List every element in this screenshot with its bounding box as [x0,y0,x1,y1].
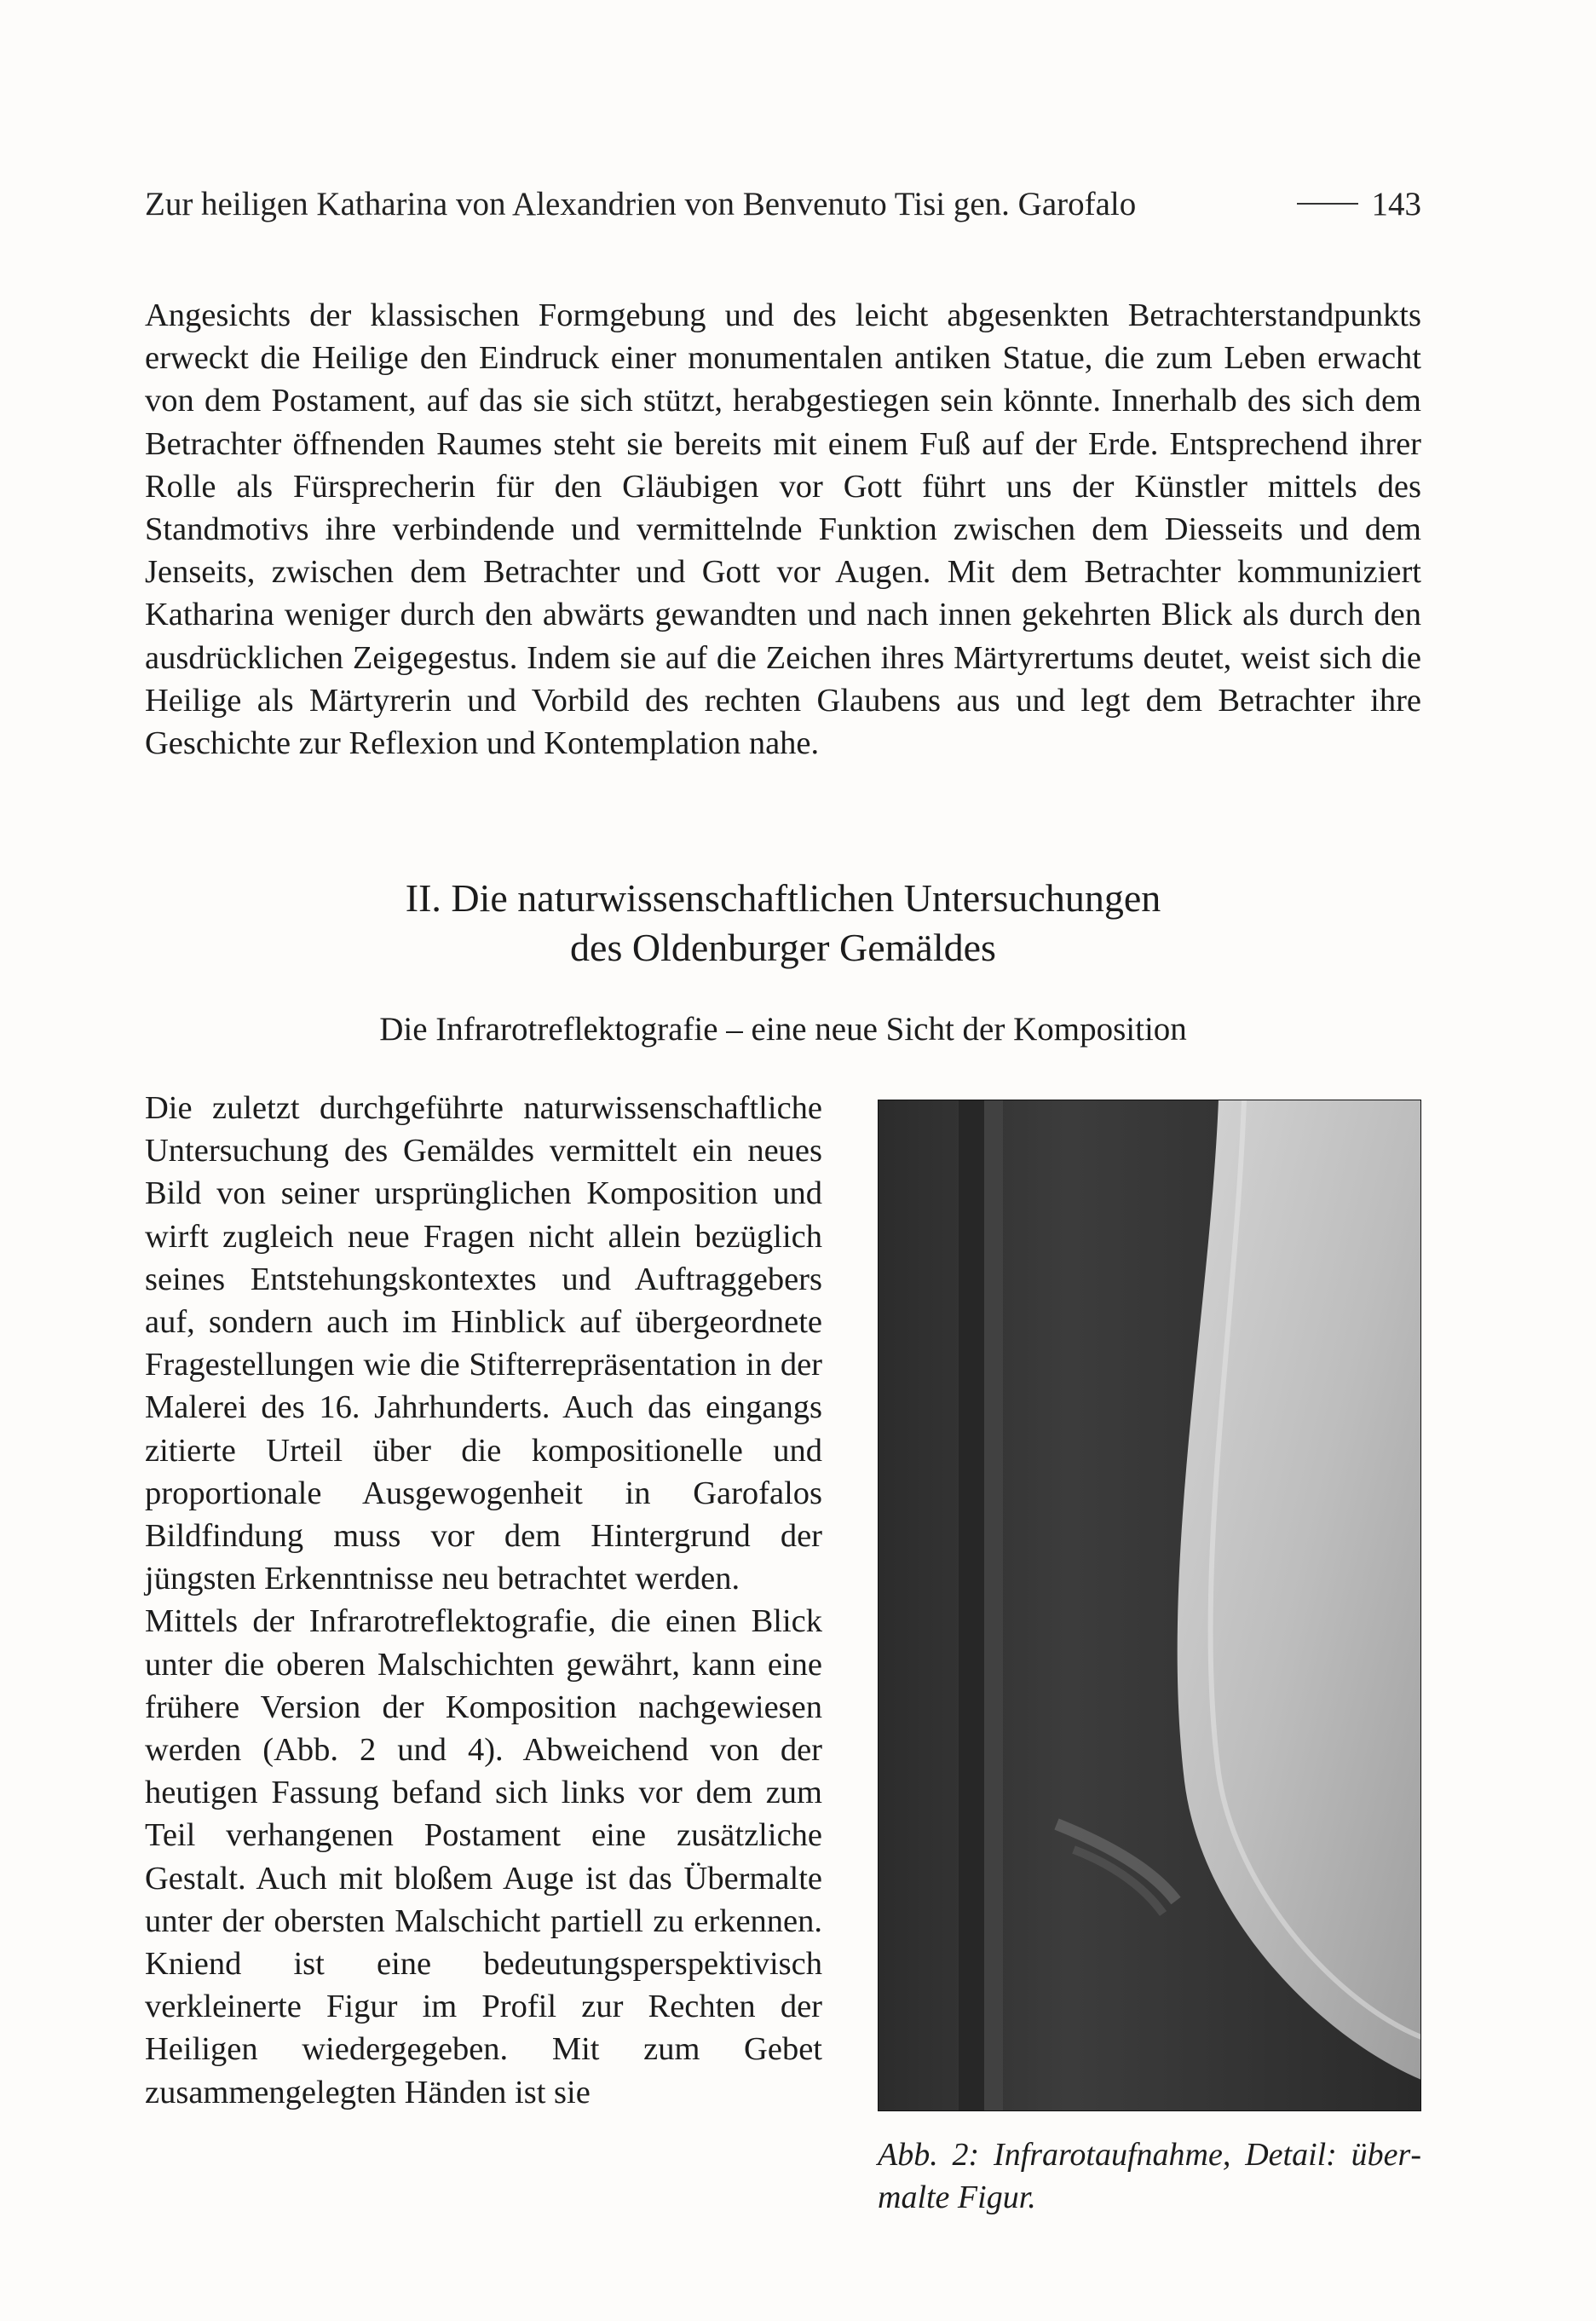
page-number: 143 [1371,186,1421,222]
page-number-block [1297,182,1422,227]
body-paragraph-2: Mittels der Infrarotreflektografie, die einen Blick unter die oberen Malschichten gewährt, kann eine frühere Version der Komposition nachgewiesen werden (Abb. 2 und 4). Abweichend von der heutigen Fassung befand sich links vor dem zum Teil verhangenen Postament eine zusätzliche Gestalt. Auch mit bloßem Auge ist das Übermalte unter der obersten Malschicht partiell zu erkennen. Kniend ist eine bedeutungsperspektivisch verkleinerte Figur im Profil zur Rechten der Heiligen wiedergegeben. Mit zum Gebet zusammengelegten Händen ist sie [145,1603,822,2110]
intro-paragraph: Angesichts der klassischen Formgebung und des leicht abgesenkten Betrachterstandpunkts erweckt die Heilige den Eindruck einer monumentalen antiken Statue, die zum Leben erwacht von dem Postament, auf das sie sich stützt, herabgestiegen sein könnte. Innerhalb des sich dem Betrachter öffnenden Raumes steht sie bereits mit einem Fuß auf der Erde. Entsprechend ihrer Rolle als Fürsprecherin für den Gläubigen vor Gott führt uns der Künstler mittels des Standmotivs ihre verbindende und vermittelnde Funktion zwischen dem Diesseits und dem Jenseits, zwischen dem Betrachter und Gott vor Augen. Mit dem Betrachter kommuniziert Katharina weniger durch den abwärts gewandten und nach innen gekehrten Blick als durch den ausdrücklichen Zeigegestus. Indem sie auf die Zeichen ihres Märtyrertums deutet, weist sich die Heilige als Märtyrerin und Vorbild des rechten Glaubens aus und legt dem Betrachter ihre Geschichte zur Reflexion und Kontemplation nahe. [145,297,1421,762]
section-subheading: Die Infrarotreflektografie – eine neue Sicht der Komposition [379,1011,1187,1048]
section-heading [145,874,1421,973]
body-column [145,1087,822,2114]
infrared-image-drawing [878,1100,1421,2111]
body-paragraph-1: Die zuletzt durchgeführte naturwissenschaftliche Untersuchung des Gemäldes vermittelt ein neues Bild von seiner ursprünglichen Komposition und wirft zugleich neue Fragen nicht allein bezüglich seines Entstehungskontextes und Auftraggebers auf, sondern auch im Hinblick auf übergeordnete Fragestellungen wie die Stifterrepräsentation in der Malerei des 16. Jahrhunderts. Auch das eingangs zitierte Urteil über die kompositionelle und proportionale Ausgewogenheit in Garofalos Bildfindung muss vor dem Hintergrund der jüngsten Erkenntnisse neu betrachtet werden. [145,1090,822,1597]
section-heading-line2: des Oldenburger Gemäldes [570,926,996,969]
running-header [145,182,1421,227]
figure-caption: Abb. 2: Infrarotaufnahme, Detail: übermalte Figur. [878,2137,1421,2215]
pillar-shadow [959,1100,984,2111]
running-title: Zur heiligen Katharina von Alexandrien von Benvenuto Tisi gen. Garofalo [145,186,1137,222]
header-dash [1297,203,1358,205]
pillar-edge [984,1100,1003,2111]
section-heading-line1: II. Die naturwissenschaftlichen Untersuchungen [405,876,1161,920]
infrared-figure-image [878,1100,1421,2111]
